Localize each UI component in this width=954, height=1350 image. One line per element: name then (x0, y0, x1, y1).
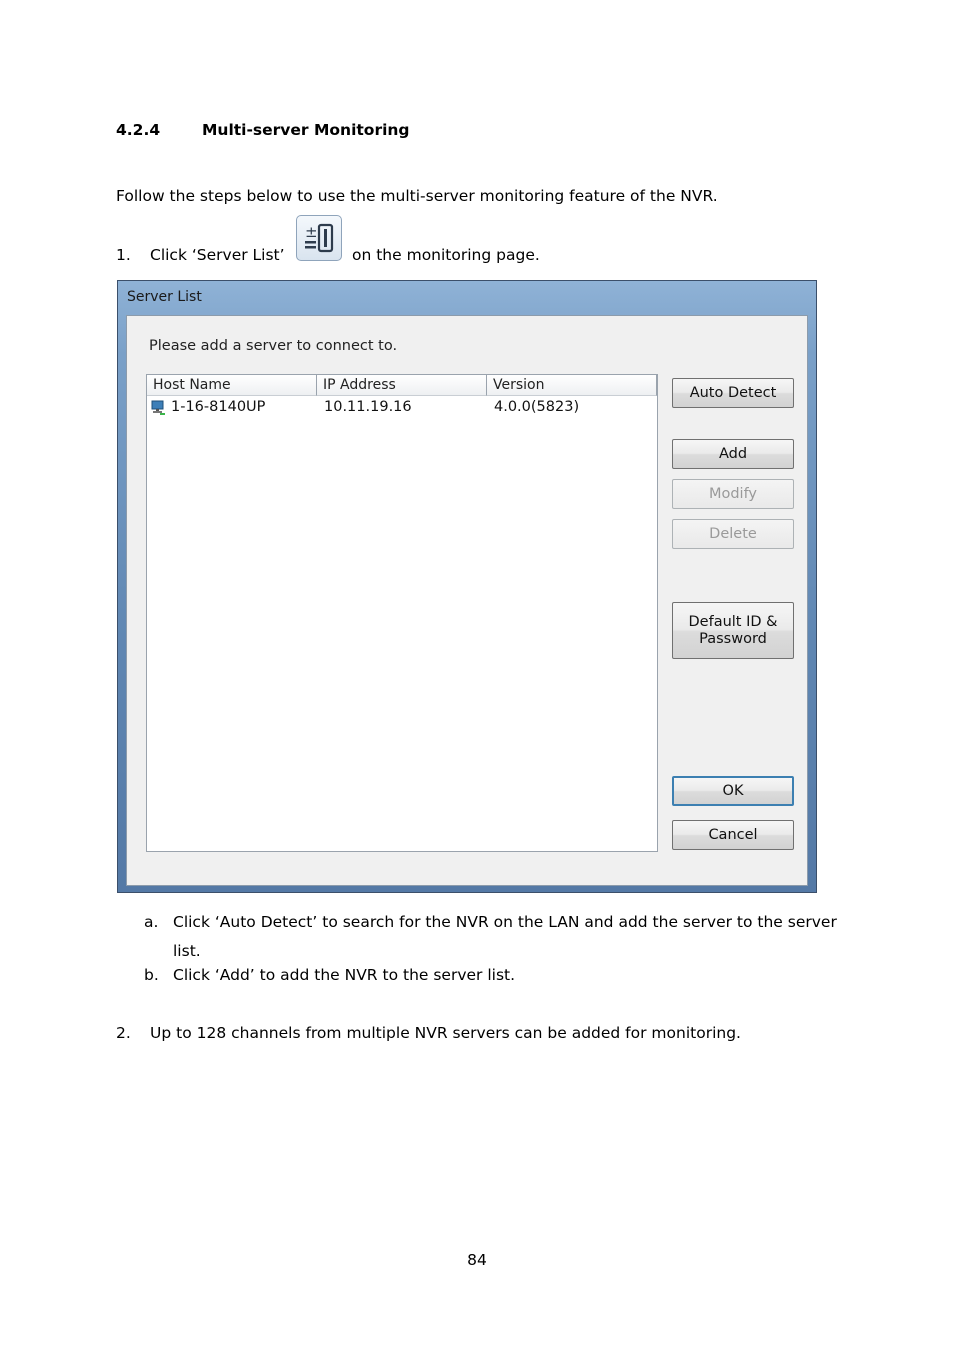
section-title: Multi-server Monitoring (202, 121, 410, 139)
computer-icon (151, 400, 165, 416)
add-button[interactable]: Add (672, 439, 794, 469)
list-header (147, 375, 657, 396)
step-1-text-after: on the monitoring page. (352, 246, 540, 264)
row-ip-address: 10.11.19.16 (324, 399, 412, 415)
svg-text:±: ± (305, 223, 318, 241)
intro-paragraph: Follow the steps below to use the multi-server monitoring feature of the NVR. (116, 187, 718, 205)
dialog-prompt: Please add a server to connect to. (149, 338, 398, 354)
server-list-view[interactable] (146, 374, 658, 852)
substep-b-text: Click ‘Add’ to add the NVR to the server list. (173, 966, 516, 984)
default-id-label-line-2: Password (699, 630, 767, 647)
dialog-body (126, 315, 808, 886)
modify-button[interactable]: Modify (672, 479, 794, 509)
server-list-glyph-icon (297, 216, 341, 260)
substep-a (144, 908, 844, 966)
substep-a-label: a. (144, 913, 159, 931)
substep-a-text-line-2: list. (173, 942, 201, 960)
auto-detect-button[interactable]: Auto Detect (672, 378, 794, 408)
step-2-number: 2. (116, 1024, 131, 1042)
table-row[interactable] (147, 397, 657, 419)
server-list-icon[interactable] (296, 215, 342, 261)
ok-button[interactable]: OK (672, 776, 794, 806)
column-version[interactable]: Version (487, 375, 657, 396)
row-host-name: 1-16-8140UP (171, 399, 266, 415)
step-2 (116, 1024, 741, 1042)
substep-b-label: b. (144, 966, 159, 984)
step-1-number: 1. (116, 246, 131, 264)
substep-b (144, 966, 515, 984)
page-number: 84 (467, 1251, 487, 1269)
column-host-name[interactable]: Host Name (147, 375, 317, 396)
column-ip-address[interactable]: IP Address (317, 375, 487, 396)
step-1 (116, 246, 540, 264)
step-2-text: Up to 128 channels from multiple NVR servers can be added for monitoring. (150, 1024, 741, 1042)
dialog-title: Server List (127, 289, 202, 305)
section-heading (116, 121, 410, 139)
default-id-password-button[interactable] (672, 602, 794, 659)
cancel-button[interactable]: Cancel (672, 820, 794, 850)
delete-button[interactable]: Delete (672, 519, 794, 549)
server-list-dialog (117, 280, 817, 893)
default-id-label-line-1: Default ID & (688, 613, 778, 630)
row-version: 4.0.0(5823) (494, 399, 580, 415)
substep-a-text-line-1: Click ‘Auto Detect’ to search for the NVR on the LAN and add the server to the server (173, 913, 837, 931)
section-number: 4.2.4 (116, 121, 161, 139)
step-1-text: Click ‘Server List’ (150, 246, 285, 264)
